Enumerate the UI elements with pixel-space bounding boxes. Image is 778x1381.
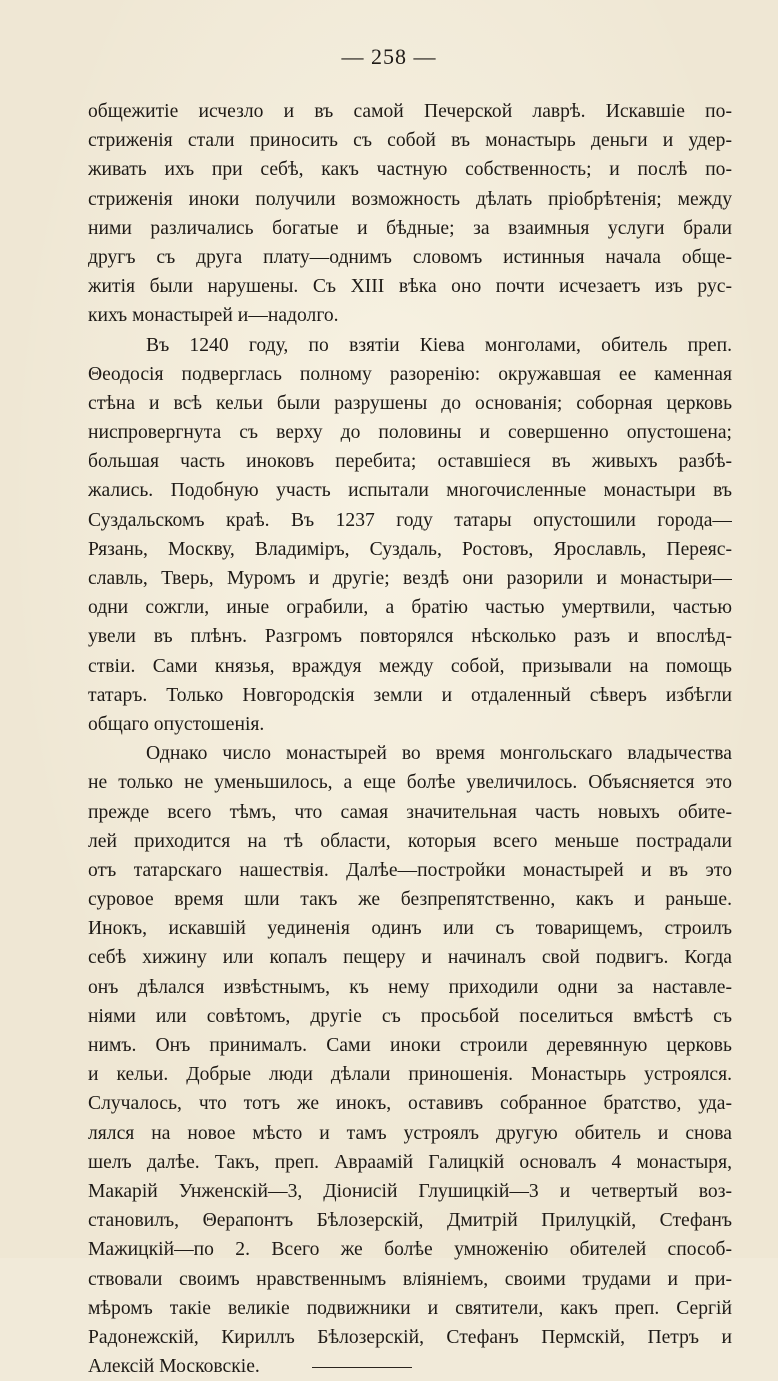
text-line-content: суровое время шли такъ же безпрепятственно, какъ и раньше.	[88, 889, 732, 911]
text-line	[88, 1206, 732, 1235]
text-line-content: себѣ хижину или копалъ пещеру и начиналъ свой подвигъ. Когда	[88, 947, 732, 969]
text-line-content: жались. Подобную участь испытали многочисленные монастыри въ	[88, 480, 732, 502]
text-line-content: отъ татарскаго нашествія. Далѣе—постройки монастырей и въ это	[88, 859, 732, 881]
text-line-content: татаръ. Только Новгородскія земли и отдаленный сѣверъ избѣгли	[88, 684, 732, 706]
text-line-content: Θеодосія подверглась полному разоренію: окружавшая ее каменная	[88, 363, 732, 385]
text-line-content: Алексій Московскіе.	[88, 1356, 260, 1378]
text-line	[88, 418, 732, 447]
text-line-content: мѣромъ такіе великіе подвижники и святители, какъ преп. Сергій	[88, 1297, 732, 1319]
end-rule	[312, 1367, 412, 1368]
text-line-content: ними различались богатые и бѣдные; за взаимныя услуги брали	[88, 217, 732, 239]
text-line-content: большая часть иноковъ перебита; оставшіеся въ живыхъ разбѣ-	[88, 451, 732, 473]
text-line	[88, 1148, 732, 1177]
text-line	[88, 1294, 732, 1323]
text-line	[88, 126, 732, 155]
text-line	[88, 97, 732, 126]
text-line-content: кихъ монастырей и—надолго.	[88, 305, 339, 327]
text-line	[88, 1235, 732, 1264]
text-line	[88, 973, 732, 1002]
text-line	[88, 185, 732, 214]
text-line	[88, 301, 732, 330]
text-line-content: Радонежскій, Кириллъ Бѣлозерскій, Стефанъ Пермскій, Петръ и	[88, 1326, 732, 1348]
text-line-content: стриженія иноки получили возможность дѣлать пріобрѣтенія; между	[88, 188, 732, 210]
text-line	[88, 652, 732, 681]
body-text	[88, 97, 732, 1381]
text-line-content: лей приходится на тѣ области, которыя всего меньше пострадали	[88, 830, 732, 852]
text-line	[88, 564, 732, 593]
text-line-content: ствіи. Сами князья, враждуя между собой, призывали на помощь	[88, 655, 732, 677]
text-line-content: славль, Тверь, Муромъ и другіе; вездѣ они разорили и монастыри—	[88, 568, 732, 589]
text-line-content: Инокъ, искавшій уединенія одинъ или съ товарищемъ, строилъ	[88, 918, 732, 940]
text-line	[88, 1265, 732, 1294]
text-line	[88, 243, 732, 272]
text-line	[88, 739, 732, 768]
text-line	[88, 914, 732, 943]
text-line	[88, 710, 732, 739]
text-line	[88, 1352, 732, 1381]
text-line-content: ніями или совѣтомъ, другіе съ просьбой поселиться вмѣстѣ съ	[88, 1005, 732, 1027]
text-line-content: ниспровергнута съ верху до половины и совершенно опустошена;	[88, 422, 732, 444]
text-line	[88, 272, 732, 301]
text-line	[88, 1177, 732, 1206]
text-line-content: живать ихъ при себѣ, какъ частную собственность; и послѣ по-	[88, 159, 732, 181]
text-line-content: прежде всего тѣмъ, что самая значительная часть новыхъ обите-	[88, 801, 732, 823]
text-line	[88, 331, 732, 360]
text-line-content: другъ съ друга плату—однимъ словомъ истинныя начала обще-	[88, 246, 732, 268]
text-line-content: Въ 1240 году, по взятіи Кіева монголами, обитель преп.	[146, 334, 732, 356]
text-line	[88, 476, 732, 505]
text-line-content: Случалось, что тотъ же инокъ, оставивъ собранное братство, уда-	[88, 1093, 732, 1115]
text-line	[88, 1060, 732, 1089]
text-line	[88, 1031, 732, 1060]
text-line	[88, 389, 732, 418]
text-line-content: становилъ, Θерапонтъ Бѣлозерскій, Дмитрій Прилуцкій, Стефанъ	[88, 1210, 732, 1232]
text-line-content: ствовали своимъ нравственнымъ вліяніемъ, своими трудами и при-	[88, 1268, 732, 1290]
text-line	[88, 593, 732, 622]
text-line	[88, 1323, 732, 1352]
text-line-content: Рязань, Москву, Владиміръ, Суздаль, Ростовъ, Ярославль, Переяс-	[88, 538, 732, 560]
text-line	[88, 360, 732, 389]
text-line-content: Однако число монастырей во время монгольскаго владычества	[146, 743, 732, 765]
text-line-content: стриженія стали приносить съ собой въ монастырь деньги и удер-	[88, 130, 732, 152]
text-line-content: онъ дѣлался извѣстнымъ, къ нему приходили одни за наставле-	[88, 976, 732, 998]
text-line	[88, 681, 732, 710]
text-line	[88, 1119, 732, 1148]
text-line-content: общежитіе исчезло и въ самой Печерской лаврѣ. Искавшіе по-	[88, 101, 732, 122]
text-line-content: увели въ плѣнъ. Разгромъ повторялся нѣсколько разъ и впослѣд-	[88, 626, 732, 648]
text-line	[88, 506, 732, 535]
text-line-content: шелъ далѣе. Такъ, преп. Авраамій Галицкій основалъ 4 монастыря,	[88, 1151, 732, 1173]
text-line	[88, 622, 732, 651]
text-line-content: Суздальскомъ краѣ. Въ 1237 году татары опустошили города—	[88, 509, 732, 531]
text-line-content: стѣна и всѣ кельи были разрушены до основанія; соборная церковь	[88, 392, 732, 414]
text-line	[88, 447, 732, 476]
text-line	[88, 856, 732, 885]
page-number: — 258 —	[341, 44, 437, 69]
text-line-content: одни сожгли, иные ограбили, а братію частью умертвили, частью	[88, 597, 732, 619]
text-line-content: и кельи. Добрые люди дѣлали приношенія. Монастырь устроялся.	[88, 1064, 732, 1086]
text-line	[88, 827, 732, 856]
text-line	[88, 214, 732, 243]
text-line-content: Макарій Унженскій—3, Діонисій Глушицкій—3 и четвертый воз-	[88, 1180, 732, 1202]
text-line-content: не только не уменьшилось, а еще болѣе увеличилось. Объясняется это	[88, 772, 732, 794]
text-line	[88, 768, 732, 797]
text-line-content: житія были нарушены. Съ XIII вѣка оно почти исчезаетъ изъ рус-	[88, 276, 732, 298]
text-line	[88, 535, 732, 564]
text-line	[88, 885, 732, 914]
text-line-content: Мажицкій—по 2. Всего же болѣе умноженію обителей способ-	[88, 1239, 732, 1261]
text-line	[88, 943, 732, 972]
text-line	[88, 1002, 732, 1031]
text-line	[88, 1089, 732, 1118]
text-line	[88, 155, 732, 184]
text-line	[88, 798, 732, 827]
text-line-content: лялся на новое мѣсто и тамъ устроялъ другую обитель и снова	[88, 1122, 732, 1144]
text-line-content: нимъ. Онъ принималъ. Сами иноки строили деревянную церковь	[88, 1035, 732, 1056]
text-line-content: общаго опустошенія.	[88, 713, 265, 735]
